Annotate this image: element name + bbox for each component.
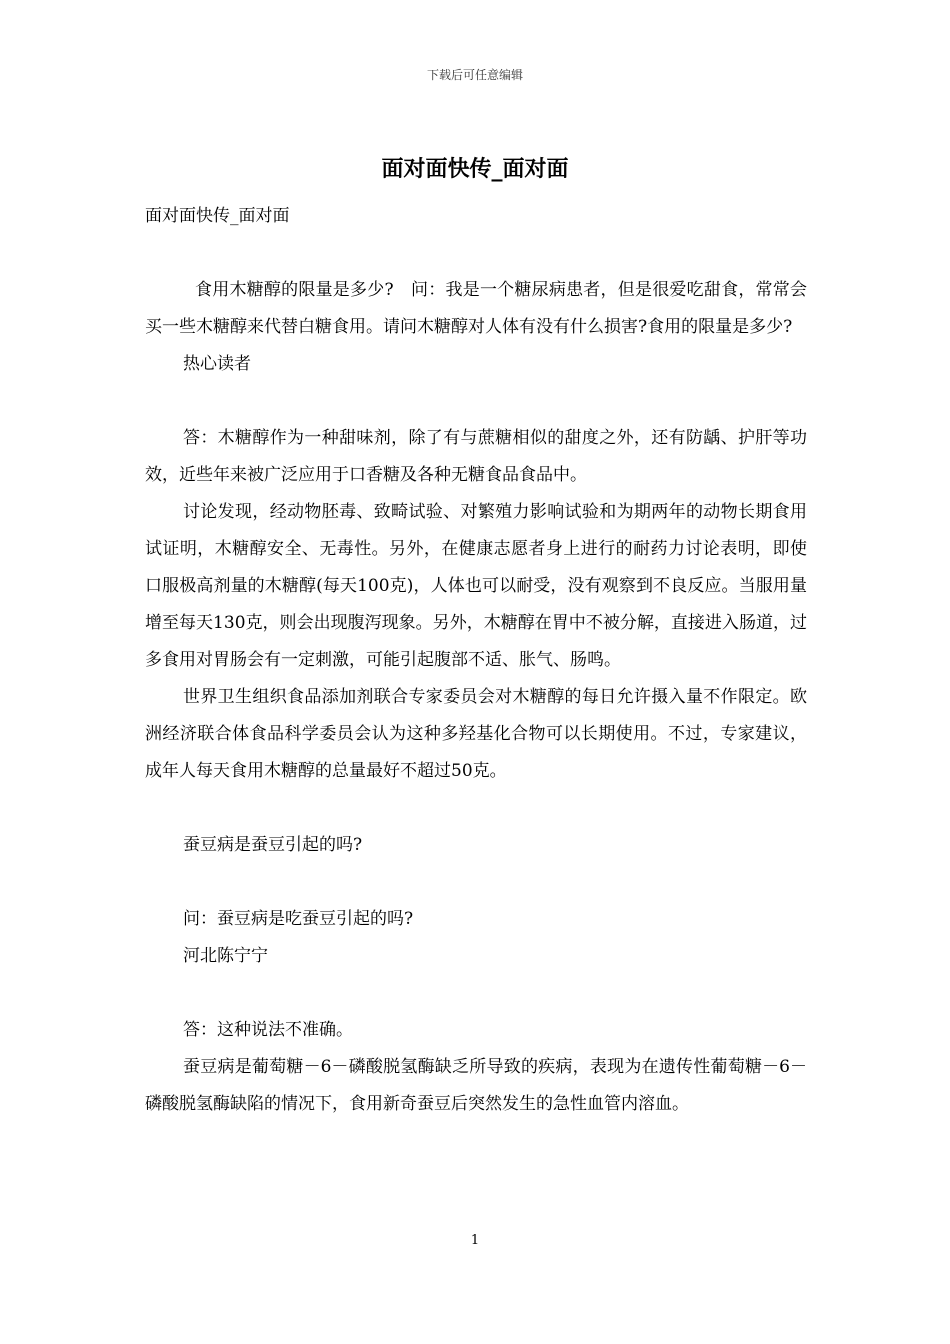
- document-body: [145, 198, 807, 1123]
- paragraph-who-committee: 世界卫生组织食品添加剂联合专家委员会对木糖醇的每日允许摄入量不作限定。欧洲经济联合体食品科学委员会认为这种多羟基化合物可以长期使用。不过，专家建议，成年人每天食用木糖醇的总量最好不超过50克。: [145, 687, 807, 781]
- document-subtitle: 面对面快传_面对面: [145, 206, 290, 226]
- blank-line: [145, 383, 807, 420]
- paragraph-question-xylitol: 食用木糖醇的限量是多少? 问：我是一个糖尿病患者，但是很爱吃甜食，常常会买一些木糖醇来代替白糖食用。请问木糖醇对人体有没有什么损害?食用的限量是多少?: [145, 280, 807, 337]
- page-number: 1: [470, 1233, 480, 1248]
- blank-line: [145, 235, 807, 272]
- paragraph-answer-favism: 答：这种说法不准确。: [183, 1020, 353, 1040]
- paragraph-answer-xylitol: 答：木糖醇作为一种甜味剂，除了有与蔗糖相似的甜度之外，还有防龋、护肝等功效，近些年来被广泛应用于口香糖及各种无糖食品食品中。: [145, 428, 807, 485]
- paragraph-asker-signature: 河北陈宁宁: [183, 946, 268, 966]
- paragraph-favism-heading: 蚕豆病是蚕豆引起的吗?: [183, 835, 363, 855]
- page-header-note: 下载后可任意编辑: [426, 68, 523, 82]
- paragraph-research-findings: 讨论发现，经动物胚毒、致畸试验、对繁殖力影响试验和为期两年的动物长期食用试证明，木糖醇安全、无毒性。另外，在健康志愿者身上进行的耐药力讨论表明，即使口服极高剂量的木糖醇(每天100克)，人体也可以耐受，没有观察到不良反应。当服用量增至每天130克，则会出现腹泻现象。另外，木糖醇在胃中不被分解，直接进入肠道，过多食用对胃肠会有一定刺激，可能引起腹部不适、胀气、肠鸣。: [145, 502, 807, 670]
- paragraph-favism-explanation: 蚕豆病是葡萄糖－6－磷酸脱氢酶缺乏所导致的疾病，表现为在遗传性葡萄糖－6－磷酸脱氢酶缺陷的情况下，食用新奇蚕豆后突然发生的急性血管内溶血。: [145, 1057, 807, 1114]
- blank-line: [145, 864, 807, 901]
- blank-line: [145, 975, 807, 1012]
- paragraph-reader-signature: 热心读者: [183, 354, 251, 374]
- blank-line: [145, 790, 807, 827]
- document-title: 面对面快传_面对面: [381, 156, 569, 182]
- paragraph-question-favism: 问：蚕豆病是吃蚕豆引起的吗?: [183, 909, 414, 929]
